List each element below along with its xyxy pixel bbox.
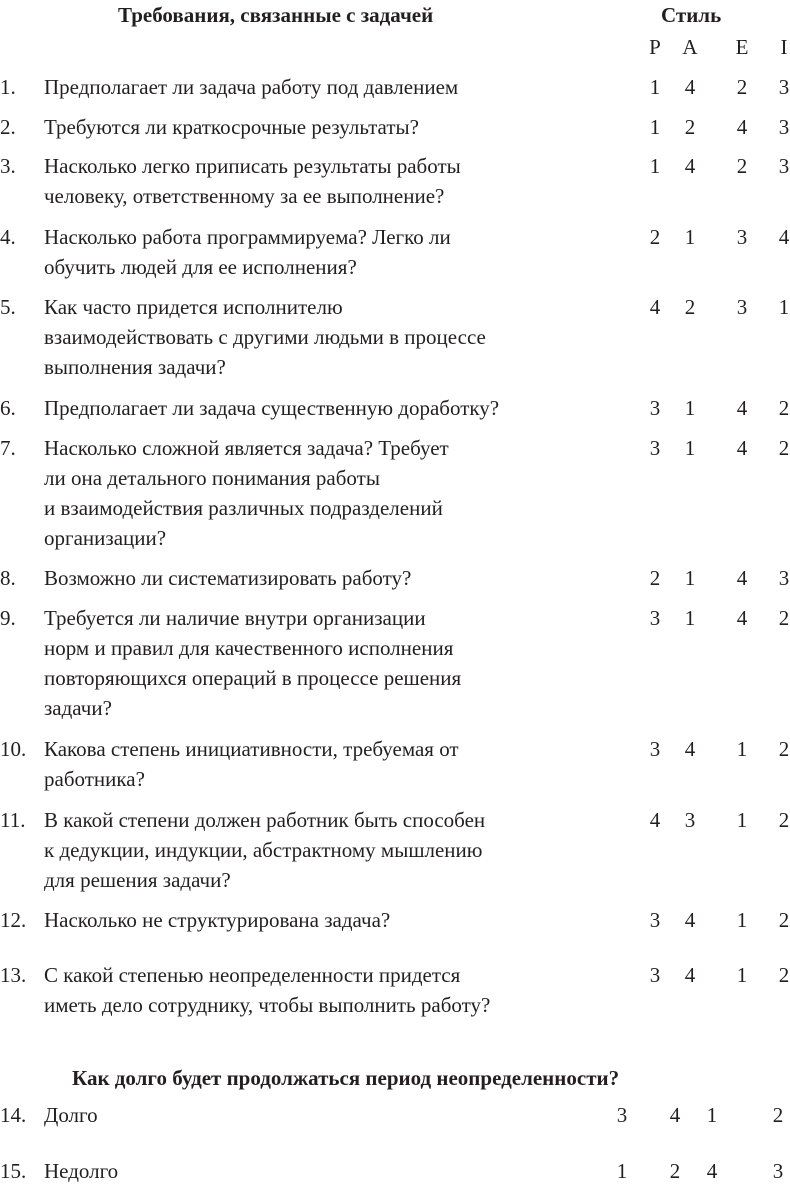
- table-row: [0, 1156, 790, 1186]
- score-i: 3: [778, 75, 790, 99]
- score-a: 1: [684, 436, 696, 460]
- table-row: [0, 151, 790, 211]
- table-row: [0, 734, 790, 794]
- question-line: повторяющихся операций в процессе решения: [44, 666, 462, 690]
- row-number: 12.: [0, 908, 27, 932]
- question-line: норм и правил для качественного исполнения: [44, 636, 454, 660]
- row-number: 10.: [0, 737, 27, 761]
- question-line: Насколько работа программируема? Легко ли: [44, 225, 451, 249]
- score-e: 4: [736, 115, 748, 139]
- table-row: [0, 112, 790, 142]
- score-a: 1: [684, 225, 696, 249]
- row-question: [44, 563, 604, 593]
- question-line: С какой степенью неопределенности придется: [44, 963, 461, 987]
- score-i: 2: [778, 963, 790, 987]
- score-p: 1: [649, 154, 661, 178]
- score-p: 4: [649, 808, 661, 832]
- row-question: [44, 805, 604, 895]
- question-line: задачи?: [44, 696, 112, 720]
- table-row: [0, 1100, 790, 1130]
- score-e: 1: [736, 908, 748, 932]
- score-p: 1: [616, 1159, 628, 1183]
- score-e: 4: [736, 396, 748, 420]
- score-e: 4: [736, 566, 748, 590]
- column-header-a: A: [682, 35, 698, 59]
- score-i: 4: [778, 225, 790, 249]
- question-line: организации?: [44, 526, 167, 550]
- score-p: 1: [649, 75, 661, 99]
- row-question: [44, 72, 604, 102]
- score-a: 4: [684, 737, 696, 761]
- row-number: 6.: [0, 396, 16, 420]
- score-p: 1: [649, 115, 661, 139]
- question-line: Возможно ли систематизировать работу?: [44, 566, 412, 590]
- question-line: Насколько легко приписать результаты работы: [44, 154, 461, 178]
- row-question: [44, 112, 604, 142]
- score-e: 1: [736, 808, 748, 832]
- row-question: [44, 603, 604, 723]
- score-p: 2: [649, 566, 661, 590]
- row-question: [44, 393, 604, 423]
- table-row: [0, 905, 790, 935]
- score-a: 2: [669, 1159, 681, 1183]
- question-line: Насколько сложной является задача? Требует: [44, 436, 449, 460]
- score-p: 2: [649, 225, 661, 249]
- score-p: 4: [649, 295, 661, 319]
- score-a: 4: [684, 963, 696, 987]
- score-i: 3: [778, 566, 790, 590]
- table-row: [0, 222, 790, 282]
- score-a: 4: [684, 154, 696, 178]
- score-p: 3: [649, 436, 661, 460]
- score-i: 2: [778, 808, 790, 832]
- score-i: 3: [778, 115, 790, 139]
- score-i: 3: [772, 1159, 784, 1183]
- table-row: [0, 393, 790, 423]
- question-line: обучить людей для ее исполнения?: [44, 255, 357, 279]
- question-line: выполнения задачи?: [44, 355, 226, 379]
- row-label: Долго: [44, 1103, 98, 1127]
- question-line: В какой степени должен работник быть способен: [44, 808, 486, 832]
- score-i: 2: [778, 908, 790, 932]
- score-e: 2: [736, 154, 748, 178]
- score-a: 2: [684, 115, 696, 139]
- score-p: 3: [649, 606, 661, 630]
- row-number: 11.: [0, 808, 26, 832]
- row-number: 8.: [0, 566, 16, 590]
- section-title: Как долго будет продолжаться период неопределенности?: [72, 1066, 620, 1090]
- row-question: [44, 905, 604, 935]
- question-line: Насколько не структурирована задача?: [44, 908, 391, 932]
- score-a: 1: [684, 566, 696, 590]
- row-number: 15.: [0, 1159, 27, 1183]
- table-row: [0, 433, 790, 553]
- page-title: Требования, связанные с задачей: [118, 3, 434, 27]
- table-row: [0, 72, 790, 102]
- row-question: [44, 292, 604, 382]
- row-number: 4.: [0, 225, 16, 249]
- question-line: Как часто придется исполнителю: [44, 295, 343, 319]
- question-line: к дедукции, индукции, абстрактному мышлению: [44, 838, 483, 862]
- question-line: работника?: [44, 767, 145, 791]
- row-question: [44, 151, 604, 211]
- row-label: Недолго: [44, 1159, 119, 1183]
- score-p: 3: [649, 737, 661, 761]
- row-number: 14.: [0, 1103, 27, 1127]
- score-a: 4: [684, 75, 696, 99]
- table-row: [0, 960, 790, 1020]
- score-e: 3: [736, 225, 748, 249]
- score-i: 2: [778, 737, 790, 761]
- question-line: Требуется ли наличие внутри организации: [44, 606, 426, 630]
- score-a: 3: [684, 808, 696, 832]
- score-i: 2: [778, 396, 790, 420]
- score-p: 3: [649, 963, 661, 987]
- score-e: 2: [736, 75, 748, 99]
- score-p: 3: [649, 396, 661, 420]
- score-a: 1: [684, 396, 696, 420]
- score-i: 2: [778, 436, 790, 460]
- row-question: [44, 734, 604, 794]
- question-line: ли она детального понимания работы: [44, 466, 380, 490]
- score-e: 1: [736, 737, 748, 761]
- score-a: 4: [669, 1103, 681, 1127]
- row-number: 5.: [0, 295, 16, 319]
- question-line: Предполагает ли задача существенную доработку?: [44, 396, 500, 420]
- question-line: Предполагает ли задача работу под давлением: [44, 75, 459, 99]
- score-i: 2: [772, 1103, 784, 1127]
- score-i: 1: [778, 295, 790, 319]
- score-e: 4: [736, 436, 748, 460]
- question-line: и взаимодействия различных подразделений: [44, 496, 443, 520]
- column-header-i: I: [780, 35, 788, 59]
- score-e: 4: [736, 606, 748, 630]
- score-a: 4: [684, 908, 696, 932]
- question-line: человеку, ответственному за ее выполнение?: [44, 184, 445, 208]
- row-question: [44, 222, 604, 282]
- score-e: 4: [706, 1159, 718, 1183]
- question-line: Какова степень инициативности, требуемая от: [44, 737, 459, 761]
- question-line: взаимодействовать с другими людьми в процессе: [44, 325, 486, 349]
- question-line: для решения задачи?: [44, 868, 231, 892]
- row-number: 9.: [0, 606, 16, 630]
- table-row: [0, 805, 790, 895]
- row-question: [44, 960, 604, 1020]
- row-number: 3.: [0, 154, 16, 178]
- row-number: 13.: [0, 963, 27, 987]
- question-line: иметь дело сотруднику, чтобы выполнить работу?: [44, 993, 491, 1017]
- row-number: 2.: [0, 115, 16, 139]
- column-header-p: P: [649, 35, 661, 59]
- score-e: 1: [736, 963, 748, 987]
- score-e: 1: [706, 1103, 718, 1127]
- score-p: 3: [616, 1103, 628, 1127]
- column-header-e: E: [735, 35, 749, 59]
- row-number: 1.: [0, 75, 16, 99]
- score-i: 2: [778, 606, 790, 630]
- row-question: [44, 433, 604, 553]
- score-a: 2: [684, 295, 696, 319]
- score-a: 1: [684, 606, 696, 630]
- style-label: Стиль: [661, 3, 722, 27]
- question-line: Требуются ли краткосрочные результаты?: [44, 115, 419, 139]
- table-row: [0, 563, 790, 593]
- score-p: 3: [649, 908, 661, 932]
- row-number: 7.: [0, 436, 16, 460]
- table-row: [0, 292, 790, 382]
- table-row: [0, 603, 790, 723]
- score-e: 3: [736, 295, 748, 319]
- score-i: 3: [778, 154, 790, 178]
